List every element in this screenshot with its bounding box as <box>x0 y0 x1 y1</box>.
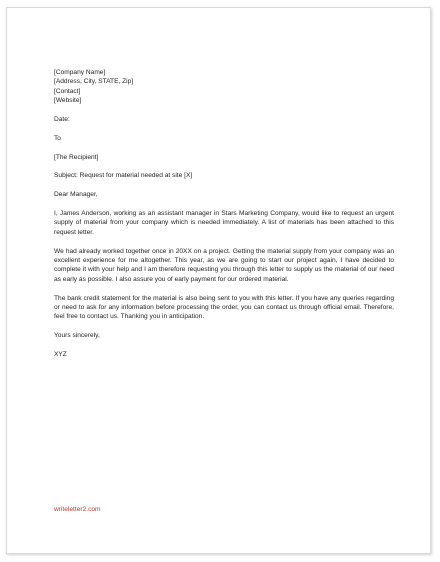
paragraph-payment: The bank credit statement for the material is also being sent to you with this letter. If you have any queries regarding or need to ask for any information before processing the order, you can contact us through official email. Therefore, feel free to contact us. Thanking you in anticipation. <box>54 294 394 321</box>
sender-contact: [Contact] <box>54 87 81 95</box>
letter-body <box>54 68 394 359</box>
sender-company-name: [Company Name] <box>54 69 106 76</box>
to-label: To <box>54 134 61 142</box>
sender-website: [Website] <box>54 97 82 105</box>
salutation: Dear Manager, <box>54 191 98 199</box>
footer-site-link[interactable]: writeletter2.com <box>54 506 101 513</box>
signature: XYZ <box>54 351 67 359</box>
paragraph-request: I, James Anderson, working as an assistant manager in Stars Marketing Company, would like to request an urgent supply of material from your company which is needed immediately. A list of materials has been attached to this request letter. <box>54 210 394 236</box>
paragraph-history: We had already worked together once in 20XX on a project. Getting the material supply from your company was an excellent experience for me altogether. This year, as we are going to start our project again, I have decided to complete it with your help and I am therefore requesting you through this letter to supply us the material of our need as early as possible. I also assure you of early payment for our ordered material. <box>54 247 394 283</box>
subject-line: Subject: Request for material needed at site [X] <box>54 172 193 180</box>
letter-page <box>6 7 431 554</box>
recipient: [The Recipient] <box>54 153 99 161</box>
sender-address: [Address, City, STATE, Zip] <box>54 78 134 86</box>
closing: Yours sincerely, <box>54 332 100 340</box>
date-label: Date: <box>54 116 70 124</box>
